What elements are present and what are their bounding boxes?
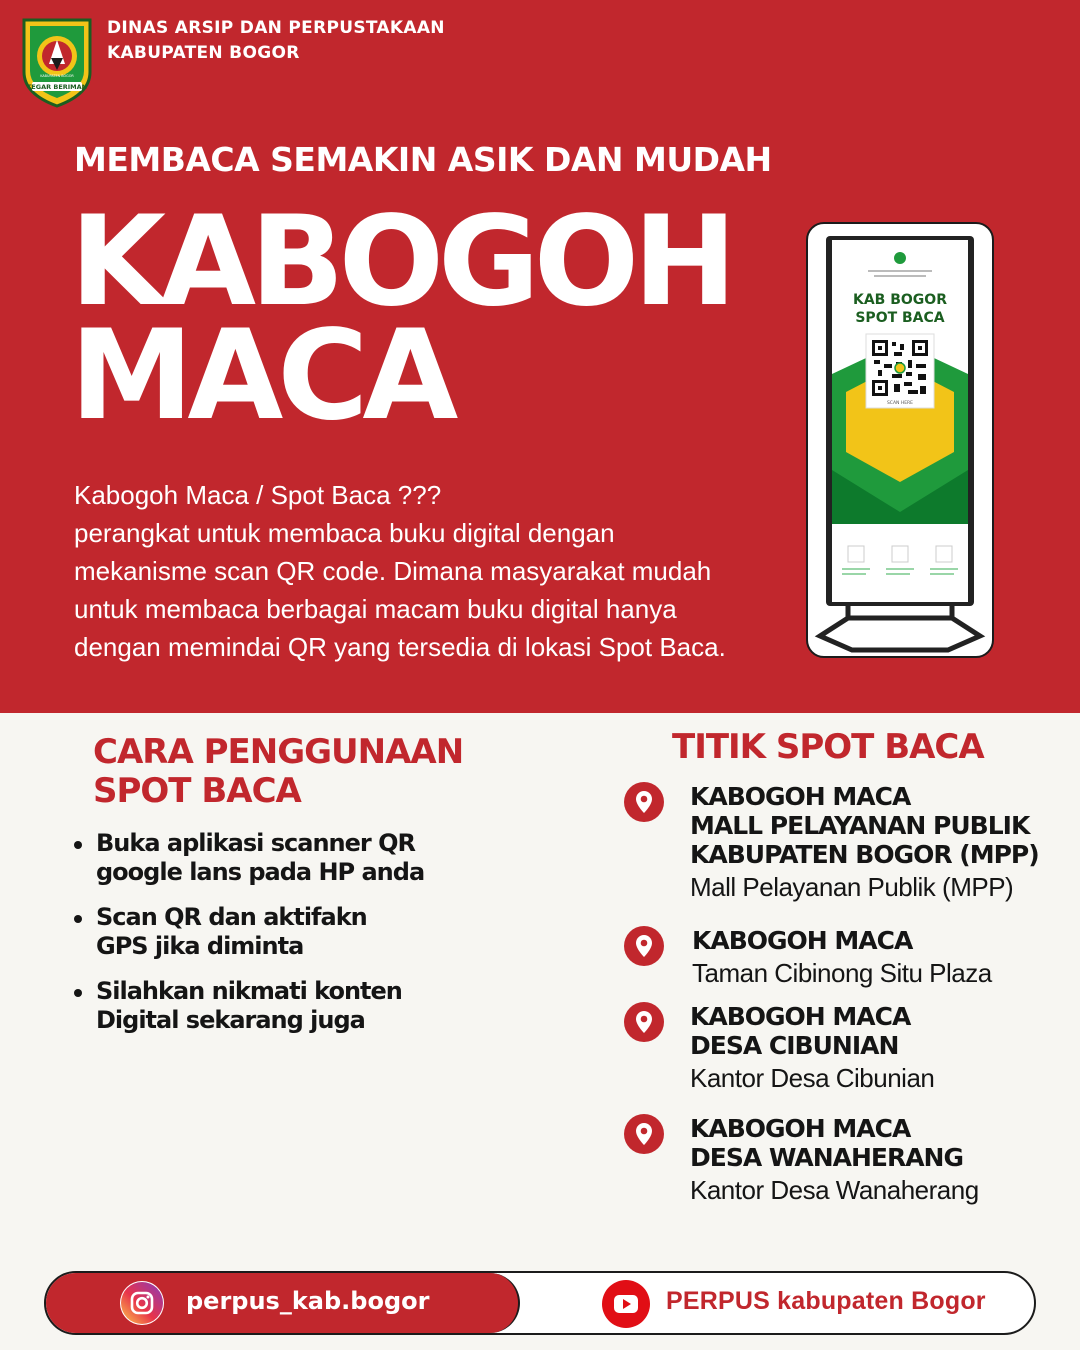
spot-name-line: MALL PELAYANAN PUBLIK	[690, 811, 1030, 840]
bullet-icon	[74, 915, 82, 923]
description-line: mekanisme scan QR code. Dimana masyarakat mudah	[74, 556, 712, 586]
spot-place: Kantor Desa Wanaherang	[690, 1175, 979, 1205]
bullet-icon	[74, 841, 82, 849]
description-line: dengan memindai QR yang tersedia di lokasi Spot Baca.	[74, 632, 726, 662]
location-pin-icon	[624, 1002, 664, 1042]
usage-title-line-1: CARA PENGGUNAAN	[93, 732, 464, 772]
step-line: Scan QR dan aktifakn	[96, 903, 367, 931]
step-line: google lans pada HP anda	[96, 858, 425, 886]
spot-name-line: DESA CIBUNIAN	[690, 1031, 899, 1060]
device-banner-line-2: SPOT BACA	[855, 310, 945, 326]
spot-name-line: KABOGOH MACA	[690, 1114, 911, 1143]
list-item	[96, 977, 463, 1035]
kabupaten-bogor-logo	[20, 14, 94, 108]
instagram-icon	[120, 1281, 164, 1325]
title-line-2: MACA	[70, 304, 453, 448]
device-guide-label: Cara Penggunaan Spot Baca	[853, 534, 947, 542]
logo-motto-text: TEGAR BERIMAN	[26, 83, 88, 91]
qr-code-icon	[872, 340, 928, 396]
spot-place: Kantor Desa Cibunian	[690, 1063, 935, 1093]
usage-section	[93, 733, 463, 1051]
step-line: Silahkan nikmati konten	[96, 977, 402, 1005]
device-banner-line-1: KAB BOGOR	[853, 292, 947, 308]
spot-name-line: KABOGOH MACA	[690, 782, 911, 811]
description	[74, 476, 774, 666]
instagram-handle[interactable]: perpus_kab.bogor	[186, 1287, 430, 1315]
social-footer	[44, 1271, 1036, 1335]
step-line: GPS jika diminta	[96, 932, 304, 960]
list-item	[96, 903, 463, 961]
spot-name-line: KABUPATEN BOGOR (MPP)	[690, 840, 1039, 869]
instagram-panel[interactable]	[46, 1273, 520, 1333]
description-line: untuk membaca berbagai macam buku digital hanya	[74, 594, 677, 624]
step-line: Buka aplikasi scanner QR	[96, 829, 415, 857]
youtube-channel[interactable]: PERPUS kabupaten Bogor	[666, 1287, 986, 1315]
bullet-icon	[74, 989, 82, 997]
main-title	[70, 190, 731, 448]
title-line-1: KABOGOH	[70, 190, 731, 334]
org-line-1: DINAS ARSIP DAN PERPUSTAKAAN	[107, 18, 445, 38]
spot-name-line: KABOGOH MACA	[690, 1002, 911, 1031]
location-pin-icon	[624, 926, 664, 966]
location-pin-icon	[624, 1114, 664, 1154]
device-scan-label: SCAN HERE	[886, 401, 914, 406]
spot-baca-device-image	[806, 222, 994, 658]
device-logo-icon	[894, 252, 906, 264]
usage-steps-list	[93, 829, 463, 1035]
location-pin-icon	[624, 782, 664, 822]
spot-place: Taman Cibinong Situ Plaza	[692, 958, 992, 988]
description-line: Kabogoh Maca / Spot Baca ???	[74, 480, 442, 510]
description-line: perangkat untuk membaca buku digital dengan	[74, 518, 615, 548]
usage-title-line-2: SPOT BACA	[93, 771, 301, 811]
usage-title	[93, 733, 463, 811]
organization-name	[107, 16, 445, 66]
spot-place: Mall Pelayanan Publik (MPP)	[690, 872, 1014, 902]
youtube-icon	[602, 1280, 650, 1328]
spot-name-line: DESA WANAHERANG	[690, 1143, 964, 1172]
spots-title: TITIK SPOT BACA	[672, 727, 984, 767]
step-line: Digital sekarang juga	[96, 1006, 365, 1034]
list-item	[96, 829, 463, 887]
logo-banner-text: KABUPATEN BOGOR	[40, 74, 74, 78]
tagline: MEMBACA SEMAKIN ASIK DAN MUDAH	[74, 140, 772, 179]
org-line-2: KABUPATEN BOGOR	[107, 43, 300, 63]
spot-name-line: KABOGOH MACA	[692, 926, 913, 955]
